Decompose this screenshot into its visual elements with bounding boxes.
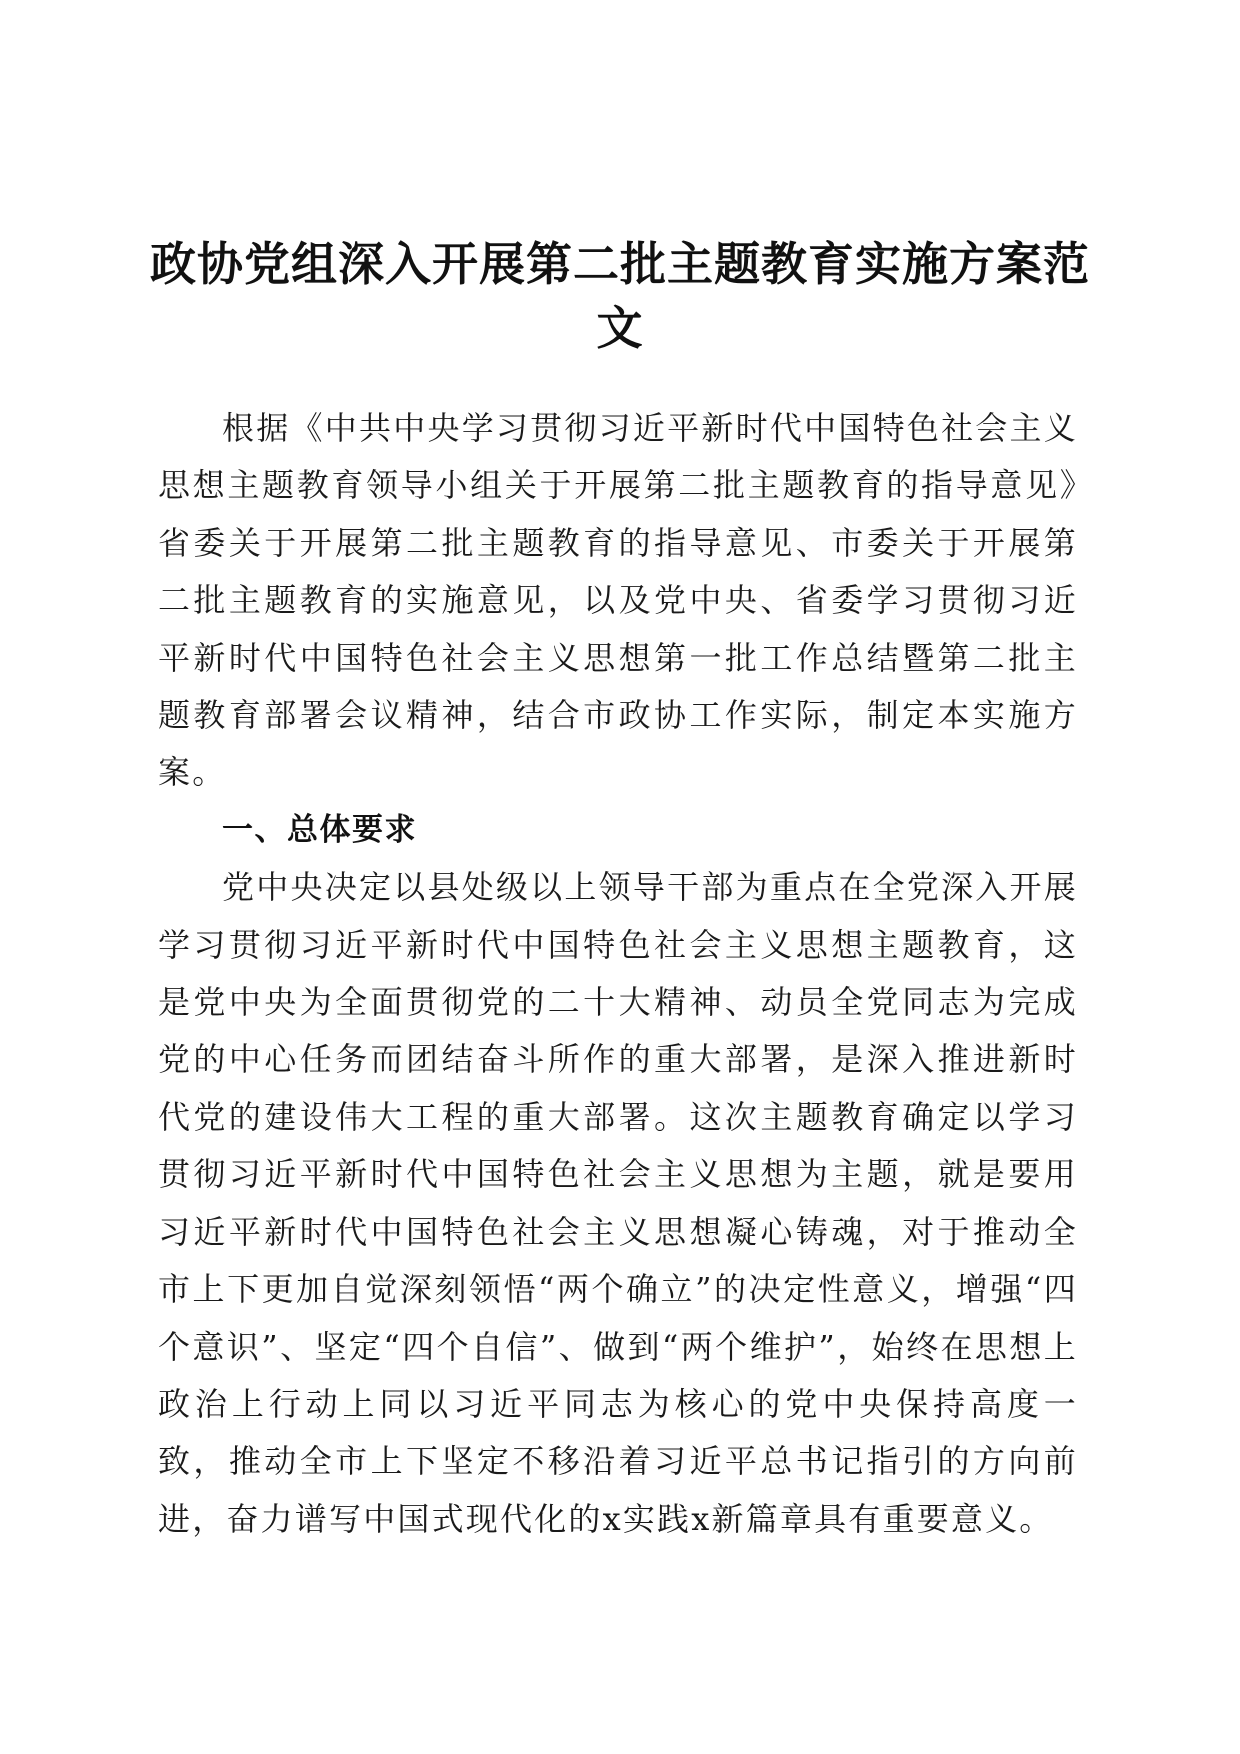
document-title: 政协党组深入开展第二批主题教育实施方案范文 xyxy=(150,237,1090,355)
general-requirements-paragraph: 党中央决定以县处级以上领导干部为重点在全党深入开展学习贯彻习近平新时代中国特色社会主义思想主题教育，这是党中央为全面贯彻党的二十大精神、动员全党同志为完成党的中心任务而团结奋斗所作的重大部署，是深入推进新时代党的建设伟大工程的重大部署。这次主题教育确定以学习贯彻习近平新时代中国特色社会主义思想为主题，就是要用习近平新时代中国特色社会主义思想凝心铸魂，对于推动全市上下更加自觉深刻领悟“两个确立”的决定性意义，增强“四个意识”、坚定“四个自信”、做到“两个维护”，始终在思想上政治上行动上同以习近平同志为核心的党中央保持高度一致，推动全市上下坚定不移沿着习近平总书记指引的方向前进，奋力谱写中国式现代化的x实践x新篇章具有重要意义。 xyxy=(158,868,1078,1538)
section-heading-general-requirements: 一、总体要求 xyxy=(222,811,417,848)
document-body xyxy=(158,400,1078,1548)
intro-paragraph: 根据《中共中央学习贯彻习近平新时代中国特色社会主义思想主题教育领导小组关于开展第二批主题教育的指导意见》省委关于开展第二批主题教育的指导意见、市委关于开展第二批主题教育的实施意见，以及党中央、省委学习贯彻习近平新时代中国特色社会主义思想第一批工作总结暨第二批主题教育部署会议精神，结合市政协工作实际，制定本实施方案。 xyxy=(158,409,1078,792)
